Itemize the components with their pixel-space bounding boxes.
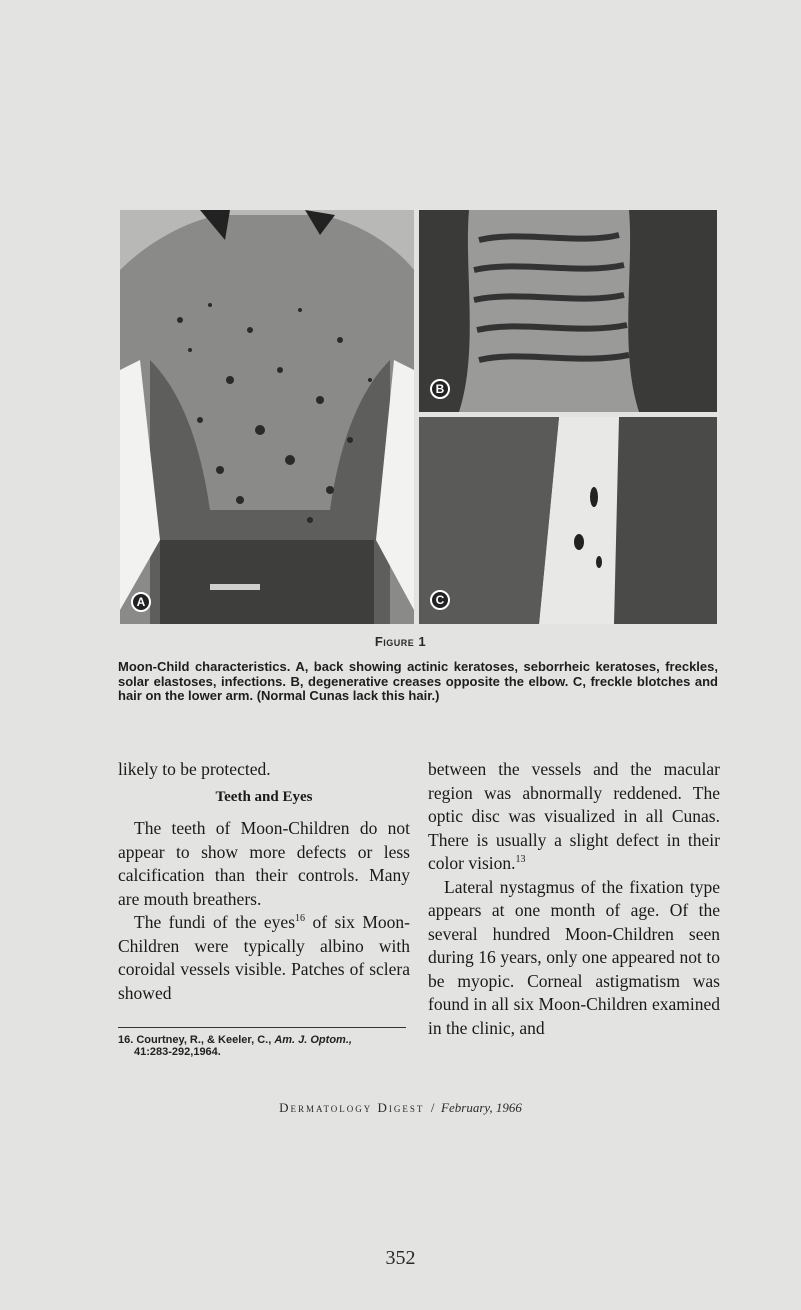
footnote-authors: Courtney, R., & Keeler, C., bbox=[136, 1034, 272, 1046]
forearm-photo-image bbox=[419, 417, 717, 624]
left-column bbox=[118, 758, 410, 1005]
page-number: 352 bbox=[385, 1247, 416, 1269]
right-paragraph-2: Lateral nystagmus of the fixation type appears at one month of age. Of the several hundred Moon-Children seen during 16 years, only one appeared not to be myopic. Corneal astigmatism was found in all six Moon-Children examined in the clinic, and bbox=[428, 876, 720, 1038]
reference-13: 13 bbox=[515, 854, 526, 866]
left-paragraph-3-start: The fundi of the eyes bbox=[134, 912, 296, 932]
figure-caption: Moon-Child characteristics. A, back showing actinic keratoses, seborrheic keratoses, freckles, solar elastoses, infections. B, degenerative creases opposite the elbow. C, freckle blotches and hair on the lower arm. (Normal Cunas lack this hair.) bbox=[118, 659, 718, 703]
footnote-ref-16: 16 bbox=[295, 913, 306, 925]
footnote-number: 16. bbox=[118, 1034, 134, 1046]
left-paragraph-3-end: of six Moon-Children were typically albino with coroidal vessels visible. Patches of sclera showed bbox=[118, 912, 411, 1003]
footnote-journal: Am. J. Optom., bbox=[274, 1034, 352, 1046]
journal-name: Dermatology Digest bbox=[279, 1100, 425, 1115]
left-paragraph-1: likely to be protected. bbox=[118, 759, 271, 779]
panel-label-c: C bbox=[430, 590, 450, 610]
panel-label-a: A bbox=[131, 592, 151, 612]
back-photo-image bbox=[120, 210, 414, 624]
left-paragraph-3 bbox=[118, 911, 410, 1005]
right-paragraph-1-text: between the vessels and the macular region was abnormally reddened. The optic disc was visualized in all Cunas. There is usually a slight defect in their color vision. bbox=[428, 759, 720, 873]
footnote-divider bbox=[118, 1027, 406, 1028]
figure-panel-a-photo bbox=[120, 210, 414, 624]
figure-panel-b-photo bbox=[419, 210, 717, 412]
panel-label-b: B bbox=[430, 379, 450, 399]
footnote-citation: 41:283-292,1964. bbox=[134, 1046, 221, 1058]
footer-separator: / bbox=[430, 1100, 435, 1115]
figure-panel-c-photo bbox=[419, 417, 717, 624]
right-paragraph-1 bbox=[428, 758, 720, 876]
right-column bbox=[428, 758, 720, 1040]
section-heading: Teeth and Eyes bbox=[215, 788, 313, 805]
issue-date: February, 1966 bbox=[441, 1100, 522, 1115]
elbow-photo-image bbox=[419, 210, 717, 412]
figure-title: Figure 1 bbox=[374, 634, 427, 649]
footnote bbox=[118, 1034, 408, 1058]
running-footer bbox=[0, 1100, 801, 1116]
left-paragraph-2: The teeth of Moon-Children do not appear to show more defects or less calcification than their controls. Many are mouth breathers. bbox=[118, 818, 410, 909]
